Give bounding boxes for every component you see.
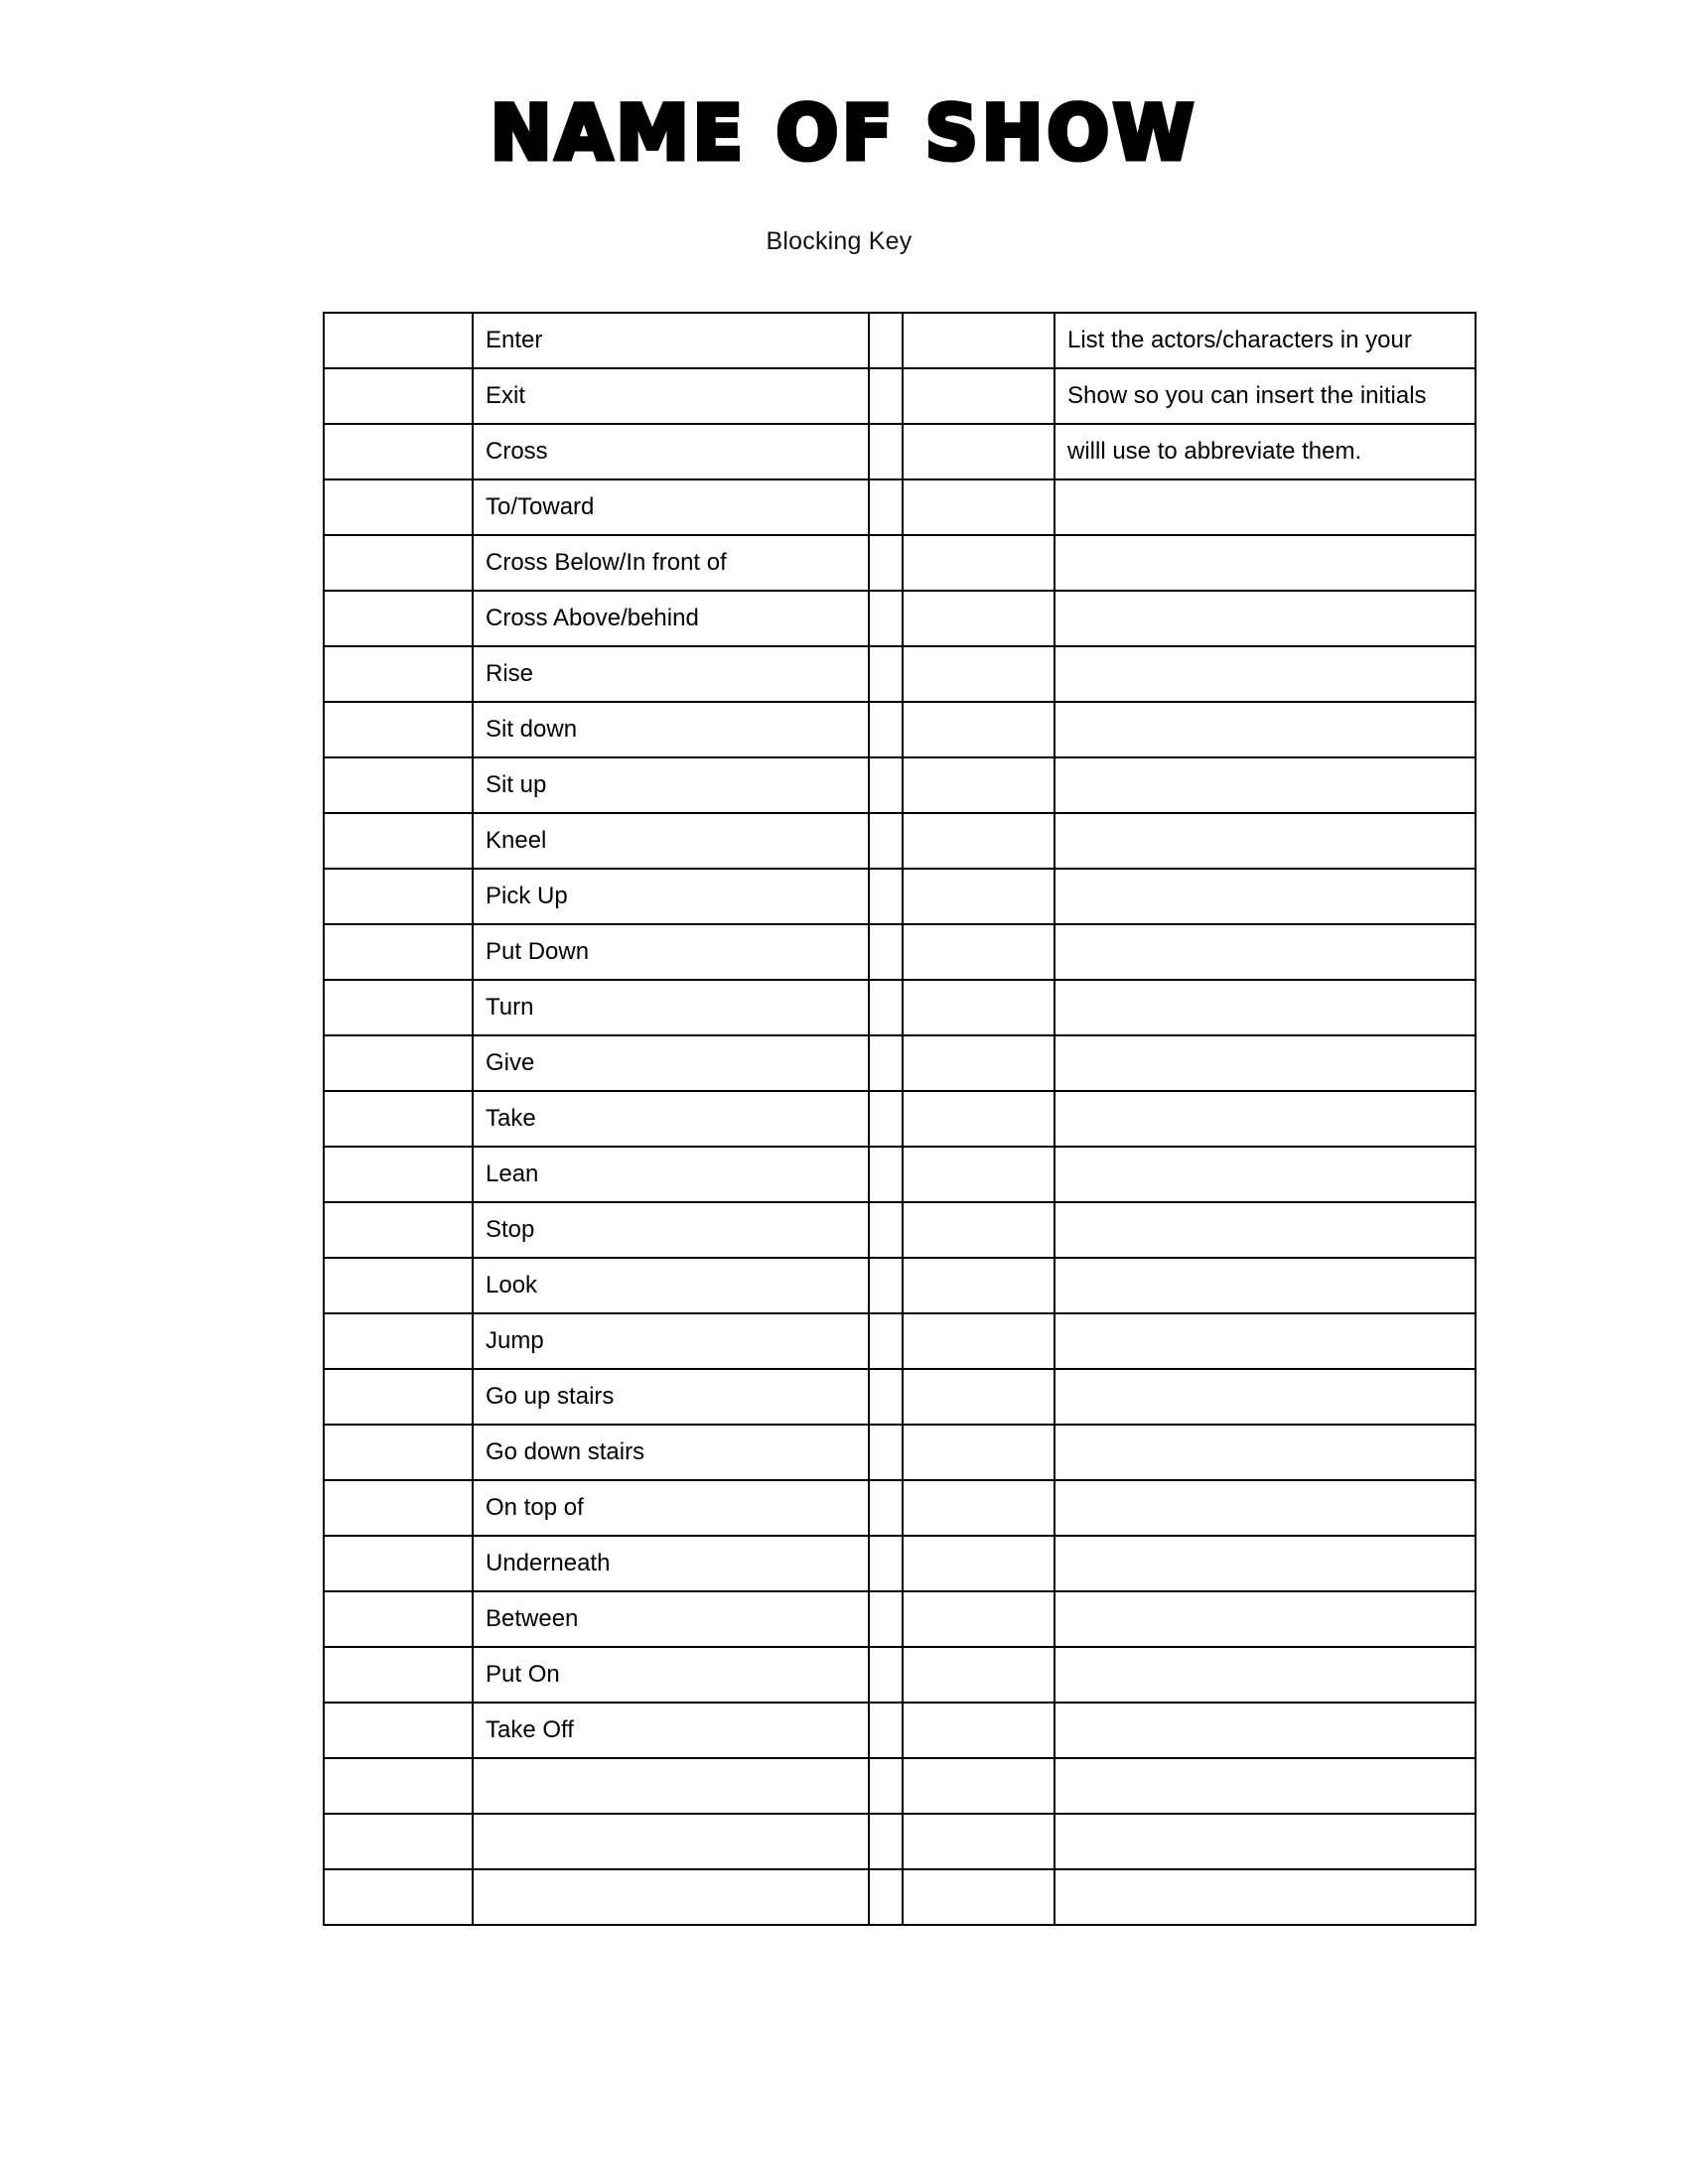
blank-entry-cell[interactable]: [903, 368, 1055, 424]
blocking-key-table-body: [324, 313, 1476, 1925]
blank-entry-cell[interactable]: [903, 702, 1055, 757]
blocking-term-cell[interactable]: Cross: [473, 424, 869, 479]
instruction-note-cell[interactable]: [1055, 980, 1476, 1035]
initials-cell[interactable]: [324, 313, 473, 368]
gray-spacer-cell: [869, 1703, 903, 1758]
blocking-term-cell[interactable]: [473, 1814, 869, 1869]
blocking-term-cell[interactable]: Pick Up: [473, 869, 869, 924]
gray-spacer-cell: [869, 1591, 903, 1647]
table-row: [324, 1703, 1476, 1758]
blank-entry-cell[interactable]: [903, 1202, 1055, 1258]
table-row: [324, 1258, 1476, 1313]
gray-spacer-cell: [869, 1035, 903, 1091]
blocking-term-cell[interactable]: Between: [473, 1591, 869, 1647]
initials-cell[interactable]: [324, 1647, 473, 1703]
table-row: [324, 1313, 1476, 1369]
blocking-term-cell[interactable]: Take: [473, 1091, 869, 1147]
instruction-note-cell[interactable]: [1055, 1258, 1476, 1313]
initials-cell[interactable]: [324, 1814, 473, 1869]
instruction-note-cell[interactable]: [1055, 1647, 1476, 1703]
table-row: [324, 1035, 1476, 1091]
blocking-term-cell[interactable]: Put On: [473, 1647, 869, 1703]
blank-entry-cell[interactable]: [903, 924, 1055, 980]
blank-entry-cell[interactable]: [903, 1814, 1055, 1869]
blocking-term-cell[interactable]: Cross Below/In front of: [473, 535, 869, 591]
initials-cell[interactable]: [324, 535, 473, 591]
initials-cell[interactable]: [324, 1703, 473, 1758]
instruction-note-cell[interactable]: [1055, 1425, 1476, 1480]
instruction-note-cell[interactable]: List the actors/characters in your: [1055, 313, 1476, 368]
blocking-term-cell[interactable]: Enter: [473, 313, 869, 368]
initials-cell[interactable]: [324, 1091, 473, 1147]
blank-entry-cell[interactable]: [903, 1258, 1055, 1313]
instruction-note-cell[interactable]: [1055, 1591, 1476, 1647]
blocking-term-cell[interactable]: Cross Above/behind: [473, 591, 869, 646]
blocking-term-cell[interactable]: Sit down: [473, 702, 869, 757]
table-row: [324, 1480, 1476, 1536]
gray-spacer-cell: [869, 980, 903, 1035]
blocking-term-cell[interactable]: Exit: [473, 368, 869, 424]
blank-entry-cell[interactable]: [903, 1091, 1055, 1147]
blocking-key-table-wrapper: [323, 312, 1475, 1926]
blocking-term-cell[interactable]: Go up stairs: [473, 1369, 869, 1425]
page-title: NAME OF SHOW: [490, 88, 1198, 177]
table-row: [324, 1536, 1476, 1591]
blank-entry-cell[interactable]: [903, 1425, 1055, 1480]
initials-cell[interactable]: [324, 1202, 473, 1258]
table-row: [324, 591, 1476, 646]
table-row: [324, 757, 1476, 813]
blocking-term-cell[interactable]: Lean: [473, 1147, 869, 1202]
gray-spacer-cell: [869, 1480, 903, 1536]
blank-entry-cell[interactable]: [903, 1480, 1055, 1536]
gray-spacer-cell: [869, 1202, 903, 1258]
table-row: [324, 313, 1476, 368]
gray-spacer-cell: [869, 924, 903, 980]
gray-spacer-cell: [869, 1647, 903, 1703]
instruction-note-cell[interactable]: [1055, 1758, 1476, 1814]
instruction-note-cell[interactable]: [1055, 757, 1476, 813]
gray-spacer-cell: [869, 591, 903, 646]
initials-cell[interactable]: [324, 1425, 473, 1480]
instruction-note-cell[interactable]: [1055, 813, 1476, 869]
instruction-note-cell[interactable]: [1055, 1313, 1476, 1369]
blocking-term-cell[interactable]: Sit up: [473, 757, 869, 813]
instruction-note-cell[interactable]: [1055, 1147, 1476, 1202]
gray-spacer-cell: [869, 1369, 903, 1425]
instruction-note-cell[interactable]: [1055, 535, 1476, 591]
table-row: [324, 1147, 1476, 1202]
initials-cell[interactable]: [324, 424, 473, 479]
gray-spacer-cell: [869, 702, 903, 757]
blank-entry-cell[interactable]: [903, 980, 1055, 1035]
table-row: [324, 1758, 1476, 1814]
initials-cell[interactable]: [324, 1536, 473, 1591]
blocking-term-cell[interactable]: [473, 1758, 869, 1814]
page-subtitle-text: Blocking Key: [766, 227, 913, 255]
blank-entry-cell[interactable]: [903, 1647, 1055, 1703]
blocking-term-cell[interactable]: Give: [473, 1035, 869, 1091]
blocking-term-cell[interactable]: Underneath: [473, 1536, 869, 1591]
instruction-note-cell[interactable]: [1055, 1369, 1476, 1425]
initials-cell[interactable]: [324, 479, 473, 535]
initials-cell[interactable]: [324, 1369, 473, 1425]
table-row: [324, 368, 1476, 424]
initials-cell[interactable]: [324, 924, 473, 980]
instruction-note-cell[interactable]: [1055, 869, 1476, 924]
blank-entry-cell[interactable]: [903, 479, 1055, 535]
blank-entry-cell[interactable]: [903, 1369, 1055, 1425]
initials-cell[interactable]: [324, 1480, 473, 1536]
blocking-term-cell[interactable]: To/Toward: [473, 479, 869, 535]
instruction-note-cell[interactable]: [1055, 1202, 1476, 1258]
blocking-term-cell[interactable]: Turn: [473, 980, 869, 1035]
initials-cell[interactable]: [324, 1591, 473, 1647]
blank-entry-cell[interactable]: [903, 424, 1055, 479]
table-row: [324, 924, 1476, 980]
blocking-term-cell[interactable]: [473, 1869, 869, 1925]
gray-spacer-cell: [869, 1258, 903, 1313]
initials-cell[interactable]: [324, 757, 473, 813]
gray-spacer-cell: [869, 1091, 903, 1147]
gray-spacer-cell: [869, 1758, 903, 1814]
blocking-term-cell[interactable]: Kneel: [473, 813, 869, 869]
blocking-term-cell[interactable]: Take Off: [473, 1703, 869, 1758]
blocking-term-cell[interactable]: Stop: [473, 1202, 869, 1258]
instruction-note-cell[interactable]: [1055, 646, 1476, 702]
blank-entry-cell[interactable]: [903, 646, 1055, 702]
blocking-term-cell[interactable]: Go down stairs: [473, 1425, 869, 1480]
gray-spacer-cell: [869, 368, 903, 424]
table-row: [324, 1591, 1476, 1647]
blank-entry-cell[interactable]: [903, 1758, 1055, 1814]
gray-spacer-cell: [869, 313, 903, 368]
table-row: [324, 1369, 1476, 1425]
table-row: [324, 479, 1476, 535]
gray-spacer-cell: [869, 757, 903, 813]
table-row: [324, 813, 1476, 869]
instruction-note-cell[interactable]: [1055, 591, 1476, 646]
instruction-note-cell[interactable]: [1055, 1703, 1476, 1758]
table-row: [324, 980, 1476, 1035]
gray-spacer-cell: [869, 1147, 903, 1202]
instruction-note-cell[interactable]: [1055, 1091, 1476, 1147]
table-row: [324, 1869, 1476, 1925]
blank-entry-cell[interactable]: [903, 1147, 1055, 1202]
initials-cell[interactable]: [324, 368, 473, 424]
blocking-term-cell[interactable]: Look: [473, 1258, 869, 1313]
blocking-term-cell[interactable]: Rise: [473, 646, 869, 702]
table-row: [324, 535, 1476, 591]
gray-spacer-cell: [869, 646, 903, 702]
gray-spacer-cell: [869, 1425, 903, 1480]
initials-cell[interactable]: [324, 591, 473, 646]
gray-spacer-cell: [869, 535, 903, 591]
gray-spacer-cell: [869, 1313, 903, 1369]
blocking-term-cell[interactable]: Put Down: [473, 924, 869, 980]
table-row: [324, 869, 1476, 924]
blank-entry-cell[interactable]: [903, 313, 1055, 368]
initials-cell[interactable]: [324, 1147, 473, 1202]
blank-entry-cell[interactable]: [903, 757, 1055, 813]
initials-cell[interactable]: [324, 869, 473, 924]
blocking-term-cell[interactable]: On top of: [473, 1480, 869, 1536]
instruction-note-cell[interactable]: [1055, 1480, 1476, 1536]
initials-cell[interactable]: [324, 1035, 473, 1091]
gray-spacer-cell: [869, 813, 903, 869]
blank-entry-cell[interactable]: [903, 1869, 1055, 1925]
blank-entry-cell[interactable]: [903, 1703, 1055, 1758]
table-row: [324, 424, 1476, 479]
blank-entry-cell[interactable]: [903, 813, 1055, 869]
gray-spacer-cell: [869, 869, 903, 924]
gray-spacer-cell: [869, 479, 903, 535]
instruction-note-cell[interactable]: [1055, 1536, 1476, 1591]
table-row: [324, 1425, 1476, 1480]
gray-spacer-cell: [869, 424, 903, 479]
table-row: [324, 1814, 1476, 1869]
table-row: [324, 702, 1476, 757]
initials-cell[interactable]: [324, 1758, 473, 1814]
blank-entry-cell[interactable]: [903, 869, 1055, 924]
blocking-key-table: [323, 312, 1477, 1926]
initials-cell[interactable]: [324, 702, 473, 757]
initials-cell[interactable]: [324, 1869, 473, 1925]
initials-cell[interactable]: [324, 646, 473, 702]
gray-spacer-cell: [869, 1536, 903, 1591]
blank-entry-cell[interactable]: [903, 1035, 1055, 1091]
instruction-note-cell[interactable]: [1055, 924, 1476, 980]
table-row: [324, 1091, 1476, 1147]
blank-entry-cell[interactable]: [903, 535, 1055, 591]
table-row: [324, 1202, 1476, 1258]
instruction-note-cell[interactable]: willl use to abbreviate them.: [1055, 424, 1476, 479]
initials-cell[interactable]: [324, 813, 473, 869]
initials-cell[interactable]: [324, 1258, 473, 1313]
blocking-term-cell[interactable]: Jump: [473, 1313, 869, 1369]
instruction-note-cell[interactable]: [1055, 702, 1476, 757]
initials-cell[interactable]: [324, 1313, 473, 1369]
instruction-note-cell[interactable]: [1055, 1035, 1476, 1091]
table-row: [324, 646, 1476, 702]
blank-entry-cell[interactable]: [903, 1313, 1055, 1369]
gray-spacer-cell: [869, 1869, 903, 1925]
gray-spacer-cell: [869, 1814, 903, 1869]
initials-cell[interactable]: [324, 980, 473, 1035]
instruction-note-cell[interactable]: [1055, 1814, 1476, 1869]
page-subtitle: [0, 227, 1688, 256]
instruction-note-cell[interactable]: [1055, 479, 1476, 535]
table-row: [324, 1647, 1476, 1703]
blank-entry-cell[interactable]: [903, 591, 1055, 646]
instruction-note-cell[interactable]: [1055, 1869, 1476, 1925]
instruction-note-cell[interactable]: Show so you can insert the initials: [1055, 368, 1476, 424]
blank-entry-cell[interactable]: [903, 1591, 1055, 1647]
blank-entry-cell[interactable]: [903, 1536, 1055, 1591]
